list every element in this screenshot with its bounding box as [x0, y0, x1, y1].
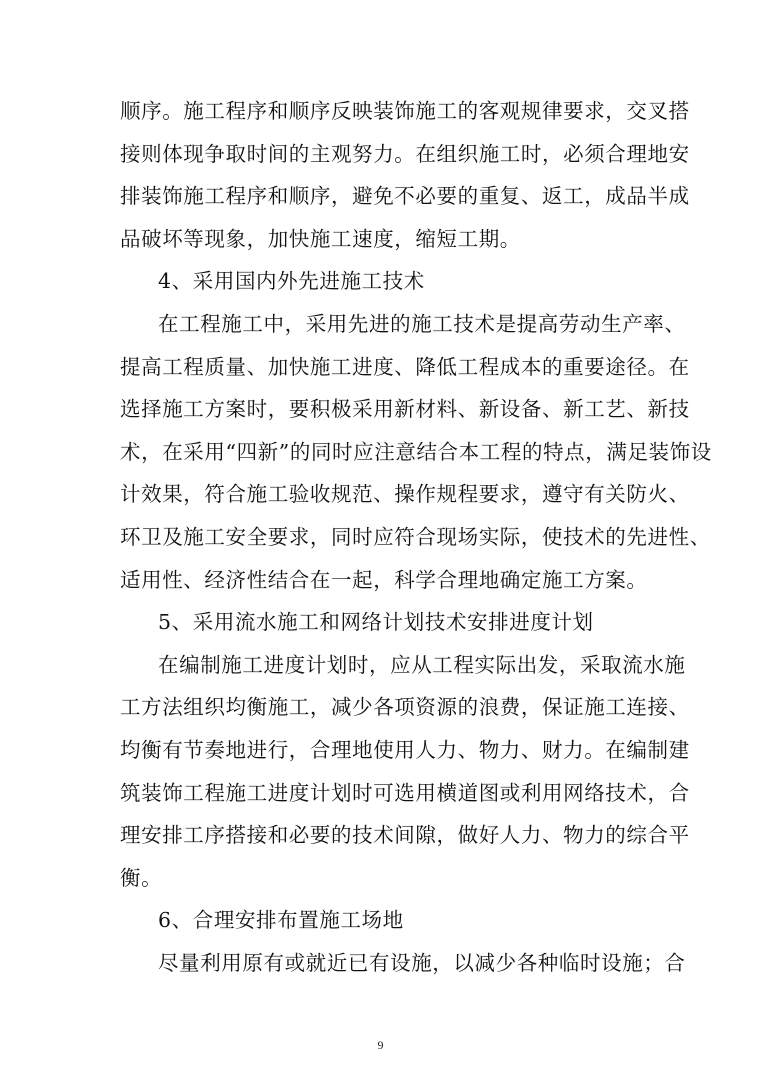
section-heading-6: 6、合理安排布置施工场地 — [158, 908, 404, 933]
document-page-body — [120, 90, 712, 984]
text-line: 排装饰施工程序和顺序，避免不必要的重复、返工，成品半成 — [120, 184, 690, 209]
text-line: 理安排工序搭接和必要的技术间隙，做好人力、物力的综合平 — [120, 823, 690, 848]
text-line: 环卫及施工安全要求，同时应符合现场实际，使技术的先进性、 — [120, 524, 711, 549]
paragraph-start: 尽量利用原有或就近已有设施，以减少各种临时设施；合 — [158, 950, 686, 975]
text-line: 顺序。施工程序和顺序反映装饰施工的客观规律要求，交叉搭 — [120, 99, 690, 123]
text-line: 提高工程质量、加快施工进度、降低工程成本的重要途径。在 — [120, 354, 690, 379]
page-number: 9 — [377, 1038, 384, 1052]
section-heading-5: 5、采用流水施工和网络计划技术安排进度计划 — [158, 610, 594, 635]
paragraph-start: 在编制施工进度计划时，应从工程实际出发，采取流水施 — [158, 652, 686, 677]
text-line: 术，在采用“四新”的同时应注意结合本工程的特点，满足装饰设 — [120, 439, 712, 464]
text-line: 筑装饰工程施工进度计划时可选用横道图或利用网络技术，合 — [120, 780, 690, 805]
paragraph-start: 在工程施工中，采用先进的施工技术是提高劳动生产率、 — [158, 311, 686, 336]
text-line: 适用性、经济性结合在一起，科学合理地确定施工方案。 — [120, 567, 648, 592]
text-line: 工方法组织均衡施工，减少各项资源的浪费，保证施工连接、 — [120, 695, 690, 720]
text-line: 品破坏等现象，加快施工速度，缩短工期。 — [120, 226, 521, 251]
text-line: 均衡有节奏地进行，合理地使用人力、物力、财力。在编制建 — [120, 737, 690, 762]
text-line: 选择施工方案时，要积极采用新材料、新设备、新工艺、新技 — [120, 397, 690, 422]
text-line: 计效果，符合施工验收规范、操作规程要求，遵守有关防火、 — [120, 482, 690, 507]
text-line: 接则体现争取时间的主观努力。在组织施工时，必须合理地安 — [120, 141, 690, 166]
text-line: 衡。 — [120, 865, 163, 890]
section-heading-4: 4、采用国内外先进施工技术 — [158, 269, 425, 294]
